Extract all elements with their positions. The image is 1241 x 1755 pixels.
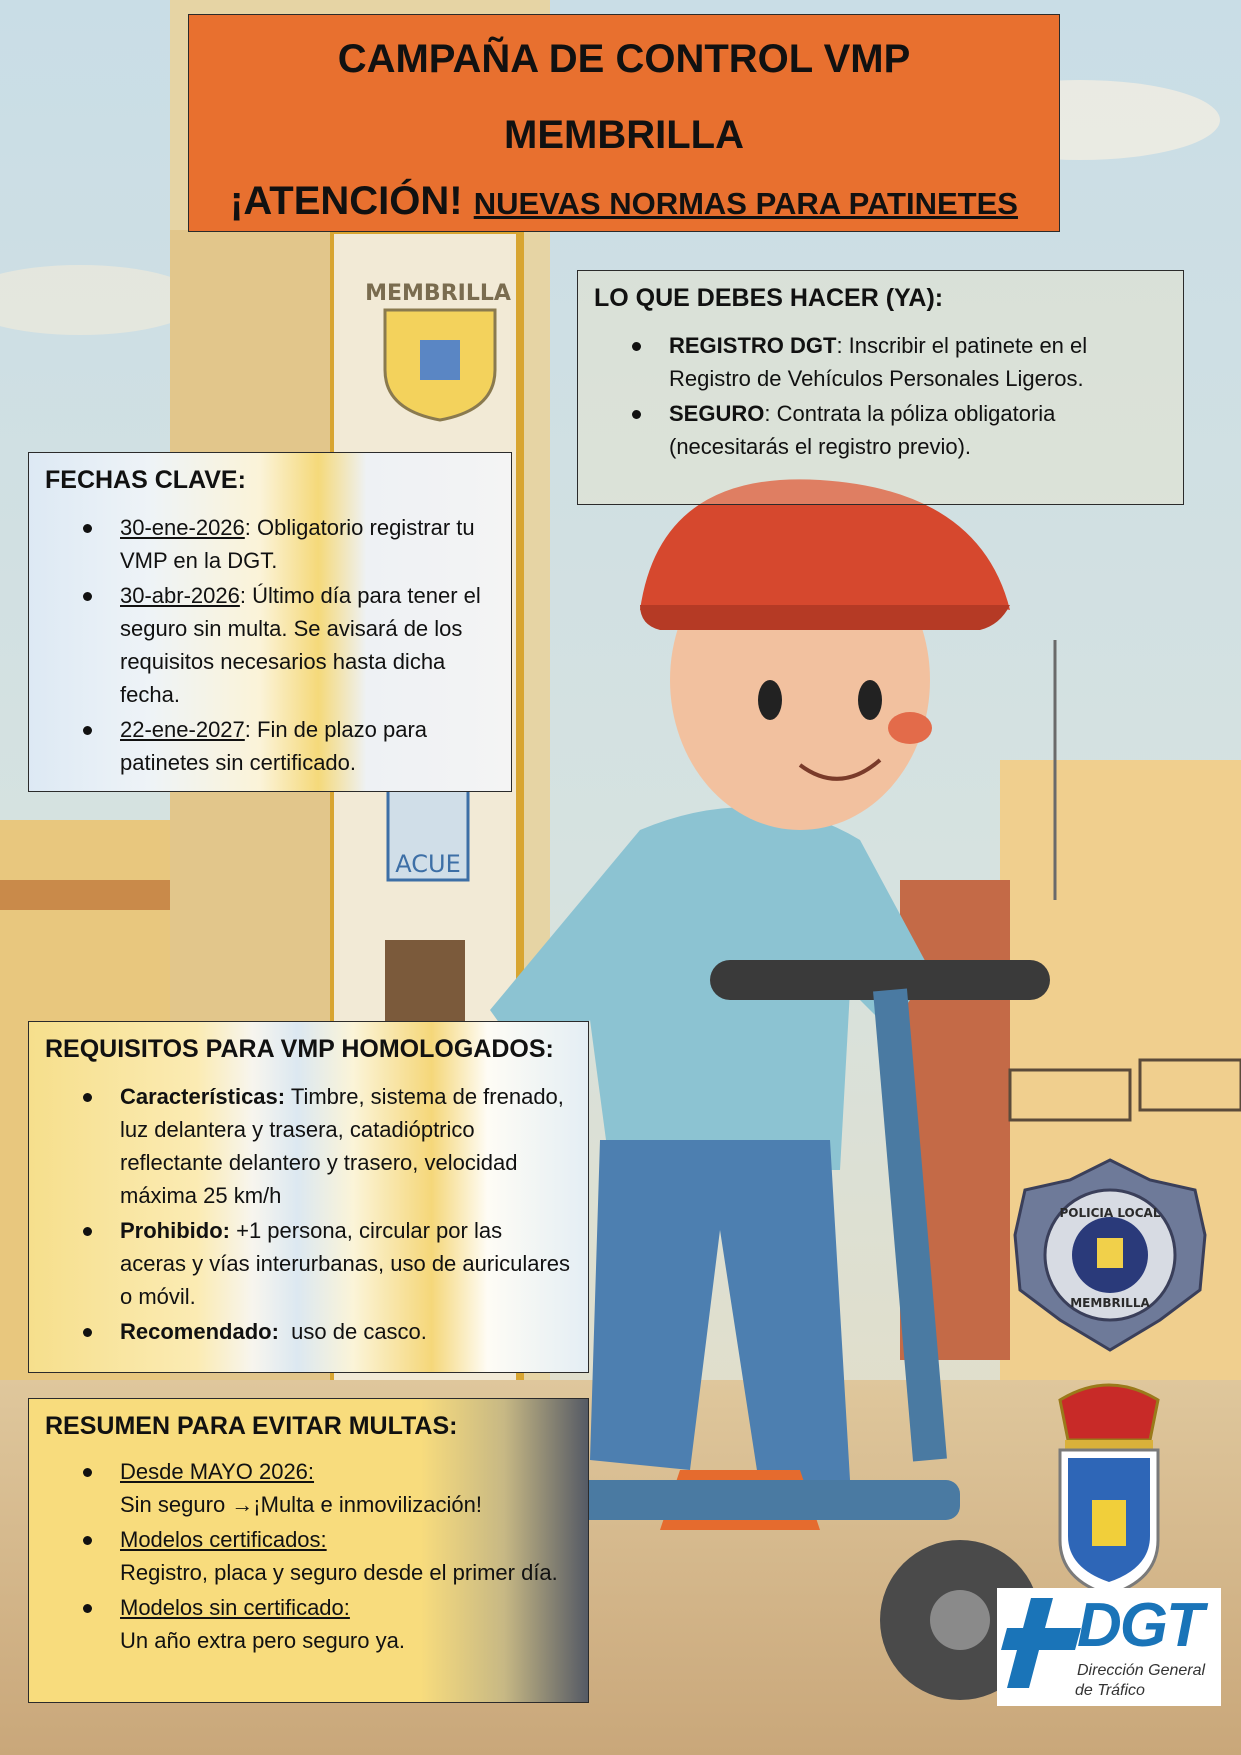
todo-item-text: : Contrata la póliza obligatoria (necesitarás el registro previo). <box>669 401 1056 459</box>
tower-sign: MEMBRILLA <box>365 281 511 306</box>
dgt-logo-text: DGT <box>1077 1591 1202 1660</box>
summary-item-text: Sin seguro →¡Multa e inmovilización! <box>120 1492 482 1517</box>
subtitle-label: NUEVAS NORMAS PARA PATINETES <box>473 186 1018 221</box>
requirements-heading: REQUISITOS PARA VMP HOMOLOGADOS: <box>45 1035 554 1063</box>
police-badge-top: POLICIA LOCAL <box>1059 1206 1161 1220</box>
requirement-title: Prohibido: <box>120 1218 230 1243</box>
date-text: : Último día para tener el seguro sin multa. Se avisará de los requisitos necesarios hasta dicha fecha. <box>120 583 481 707</box>
list-item <box>45 713 495 779</box>
list-item <box>594 329 1167 395</box>
requirement-text: Timbre, sistema de frenado, luz delantera y trasera, catadióptrico reflectante delantero y trasero, velocidad máxima 25 km/h <box>120 1084 564 1208</box>
summary-section <box>28 1398 589 1703</box>
date-label: 22-ene-2027 <box>120 717 245 742</box>
todo-section <box>577 270 1184 505</box>
title-line-2: MEMBRILLA <box>504 113 744 157</box>
list-item <box>45 579 495 711</box>
date-text: : Obligatorio registrar tu VMP en la DGT. <box>120 515 475 573</box>
list-item <box>45 1591 572 1657</box>
list-item <box>45 1315 572 1348</box>
todo-heading: LO QUE DEBES HACER (YA): <box>594 284 944 312</box>
requirement-title: Recomendado: <box>120 1319 279 1344</box>
key-dates-section <box>28 452 512 792</box>
summary-heading: RESUMEN PARA EVITAR MULTAS: <box>45 1412 458 1440</box>
dgt-logo-subtitle-2: de Tráfico <box>1075 1682 1145 1699</box>
date-label: 30-abr-2026 <box>120 583 240 608</box>
todo-list <box>594 329 1167 463</box>
list-item <box>45 1523 572 1589</box>
date-text: : Fin de plazo para patinetes sin certificado. <box>120 717 428 775</box>
title-line-3 <box>189 179 1059 224</box>
attention-label: ¡ATENCIÓN! <box>230 179 463 223</box>
police-badge-bottom: MEMBRILLA <box>1070 1296 1150 1310</box>
summary-item-title: Modelos certificados: <box>120 1527 327 1552</box>
dgt-logo <box>997 1588 1221 1706</box>
todo-item-title: SEGURO <box>669 401 765 426</box>
tower-sign-2: ACUE <box>395 850 461 878</box>
dgt-cross-icon <box>1001 1598 1081 1688</box>
list-item <box>45 1080 572 1212</box>
requirements-list <box>45 1080 572 1348</box>
list-item <box>45 1455 572 1521</box>
dgt-logo-subtitle-1: Dirección General <box>1077 1662 1206 1679</box>
list-item <box>45 1214 572 1313</box>
town-coat-of-arms-icon <box>1060 1385 1158 1595</box>
list-item <box>594 397 1167 463</box>
requirement-title: Características: <box>120 1084 286 1109</box>
summary-list <box>45 1455 572 1657</box>
requirements-section <box>28 1021 589 1373</box>
todo-item-text: : Inscribir el patinete en el Registro de Vehículos Personales Ligeros. <box>669 333 1088 391</box>
requirement-text: +1 persona, circular por las aceras y vías interurbanas, uso de auriculares o móvil. <box>120 1218 571 1309</box>
requirement-text: uso de casco. <box>278 1319 427 1344</box>
summary-item-text: Un año extra pero seguro ya. <box>120 1628 405 1653</box>
dates-heading: FECHAS CLAVE: <box>45 466 246 494</box>
dates-list <box>45 511 495 779</box>
title-line-1: CAMPAÑA DE CONTROL VMP <box>337 37 911 81</box>
summary-item-title: Modelos sin certificado: <box>120 1595 350 1620</box>
summary-item-title: Desde MAYO 2026: <box>120 1459 315 1484</box>
list-item <box>45 511 495 577</box>
date-label: 30-ene-2026 <box>120 515 245 540</box>
campaign-title-banner <box>188 14 1060 232</box>
todo-item-title: REGISTRO DGT <box>669 333 837 358</box>
summary-item-text: Registro, placa y seguro desde el primer día. <box>120 1560 558 1585</box>
